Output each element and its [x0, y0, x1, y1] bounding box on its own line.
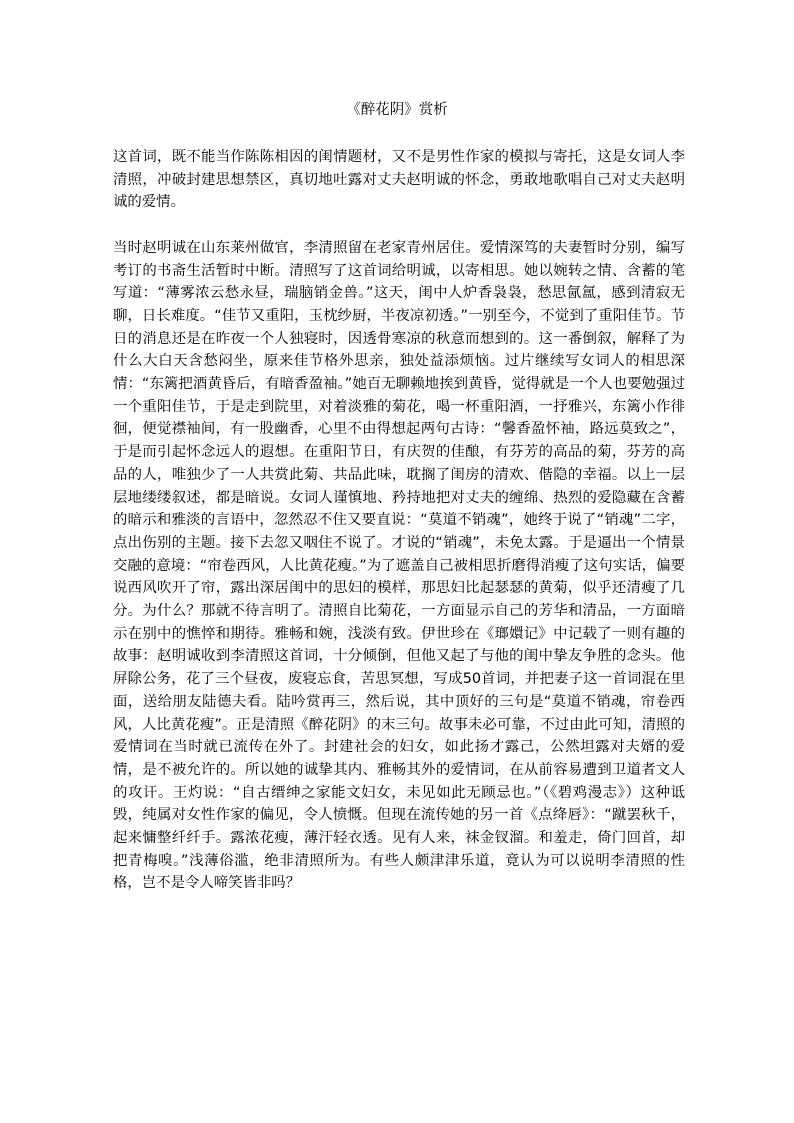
document-title: 《醉花阴》赏析 [346, 102, 448, 118]
document-body [113, 146, 685, 895]
paragraph-main: 当时赵明诚在山东莱州做官，李清照留在老家青州居住。爱情深笃的夫妻暂时分别，编写考订的书斋生活暂时中断。清照写了这首词给明诚，以寄相思。她以婉转之情、含蓄的笔写道：“薄雾浓云愁永昼，瑞脑销金兽。”这天，闺中人炉香袅袅，愁思氤氲，感到清寂无聊，日长难度。“佳节又重阳，玉枕纱厨，半夜凉初透。”一别至今，不觉到了重阳佳节。节日的消息还是在昨夜一个人独寝时，因透骨寒凉的秋意而想到的。这一番倒叙，解释了为什么大白天含愁闷坐，原来佳节格外思亲，独处益添烦恼。过片继续写女词人的相思深情：“东篱把酒黄昏后，有暗香盈袖。”她百无聊赖地挨到黄昏，觉得就是一个人也要勉强过一个重阳佳节，于是走到院里，对着淡雅的菊花，喝一杯重阳酒，一抒雅兴，东篱小作徘徊，便觉襟袖间，有一股幽香，心里不由得想起两句古诗：“馨香盈怀袖，路远莫致之”，于是而引起怀念远人的遐想。在重阳节日，有庆贺的佳酿，有芬芳的高品的菊，芬芳的高品的人，唯独少了一人共赏此菊、共品此味，耽搁了闺房的清欢、偕隐的幸福。以上一层层地缕缕叙述，都是暗说。女词人谨慎地、矜持地把对丈夫的缠绵、热烈的爱隐藏在含蓄的暗示和雅淡的言语中，忽然忍不住又要直说：“莫道不销魂”，她终于说了“销魂”二字，点出伤别的主题。接下去忽又咽住不说了。才说的“销魂”，未免太露。于是逼出一个情景交融的意境：“帘卷西风，人比黄花瘦。”为了遮盖自己被相思折磨得消瘦了这句实话，偏要说西风吹开了帘，露出深居闺中的思妇的模样，那思妇比起瑟瑟的黄菊，似乎还清瘦了几分。为什么？那就不待言明了。清照自比菊花，一方面显示自己的芳华和清品，一方面暗示在别中的憔悴和期待。雅畅和婉，浅淡有致。伊世珍在《瑯嬛记》中记载了一则有趣的故事：赵明诚收到李清照这首词，十分倾倒，但他又起了与他的闺中挚友争胜的念头。他屏除公务，花了三个昼夜，废寝忘食，苦思冥想，写成50首词，并把妻子这一首词混在里面，送给朋友陆德夫看。陆吟赏再三，然后说，其中顶好的三句是“莫道不销魂，帘卷西风，人比黄花瘦”。正是清照《醉花阴》的末三句。故事未必可靠，不过由此可知，清照的爱情词在当时就已流传在外了。封建社会的妇女，如此扬才露己，公然坦露对夫婿的爱情，是不被允许的。所以她的诚挚其内、雅畅其外的爱情词，在从前容易遭到卫道者文人的攻讦。王灼说：“自古缙绅之家能文妇女，未见如此无顾忌也。”（《碧鸡漫志》）这种诋毁，纯属对女性作家的偏见，令人愤慨。但现在流传她的另一首《点绛唇》：“蹴罢秋千，起来慵整纤纤手。露浓花瘦，薄汗轻衣透。见有人来，袜金钗溜。和羞走，倚门回首，却把青梅嗅。”浅薄俗滥，绝非清照所为。有些人颇津津乐道，竟认为可以说明李清照的性格，岂不是令人啼笑皆非吗？ [113, 239, 685, 892]
paragraph-intro: 这首词，既不能当作陈陈相因的闺情题材，又不是男性作家的模拟与寄托，这是女词人李清照，冲破封建思想禁区，真切地吐露对丈夫赵明诚的怀念，勇敢地歌唱自己对丈夫赵明诚的爱情。 [113, 149, 685, 211]
